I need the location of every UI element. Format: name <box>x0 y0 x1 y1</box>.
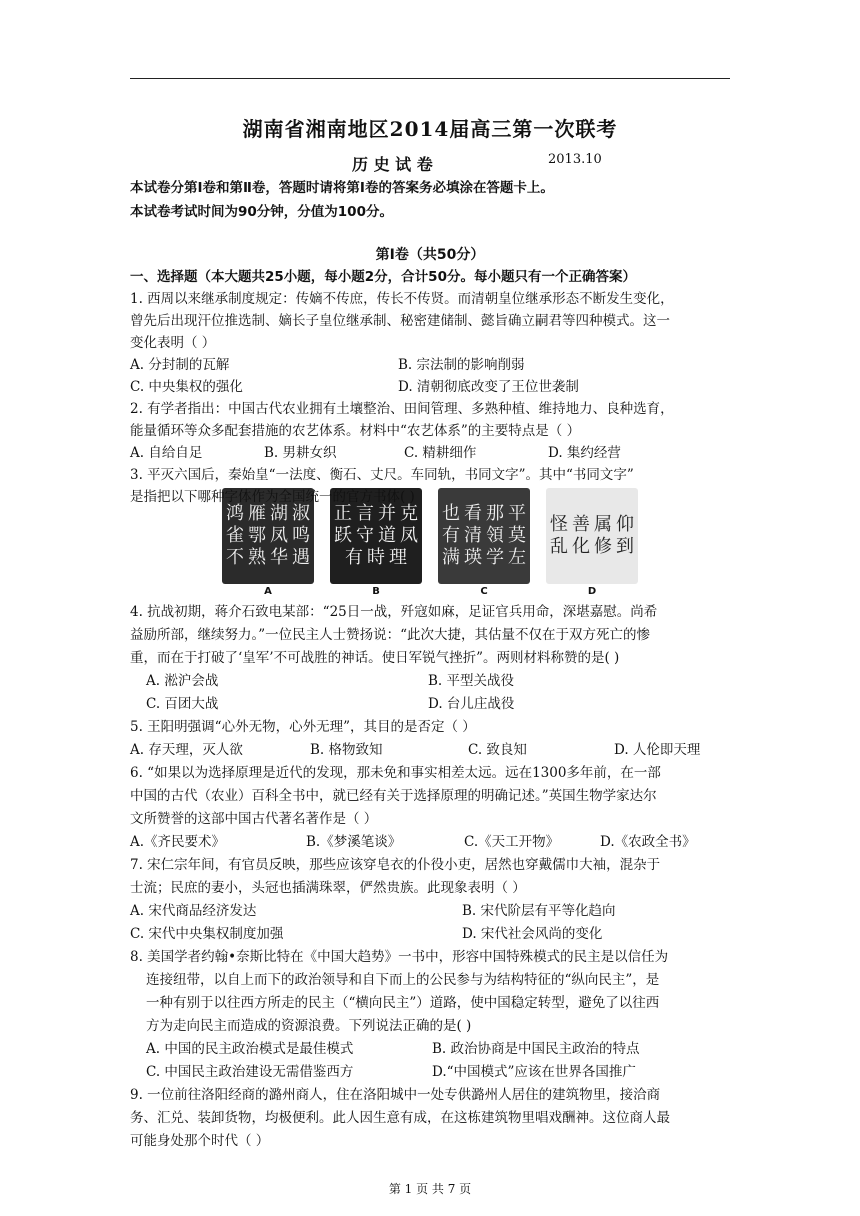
question-6-option-c: C.《天工开物》 <box>464 834 560 850</box>
calligraphy-char: 鸣 <box>292 525 310 546</box>
calligraphy-char: 湖 <box>270 503 288 524</box>
question-6-line: 6. “如果以为选择原理是近代的发现，那未免和事实相差太远。远在1300多年前，在一部 <box>130 765 661 781</box>
image-label-b: B <box>372 586 380 597</box>
calligraphy-char: 莫 <box>508 525 526 546</box>
calligraphy-char: 理 <box>389 547 407 568</box>
question-8-line: 一种有别于以往西方所走的民主（“横向民主”）道路，使中国稳定转型，避免了以往西 <box>146 995 660 1011</box>
calligraphy-char: 仰 <box>616 514 634 535</box>
question-1-option-d: D. 清朝彻底改变了王位世袭制 <box>398 379 579 395</box>
question-9-line: 务、汇兑、装卸货物，均极便利。此人因生意有成，在这栋建筑物里唱戏酬神。这位商人最 <box>130 1110 670 1126</box>
question-1-line: 1. 西周以来继承制度规定：传嫡不传庶，传长不传贤。而清朝皇位继承形态不断发生变化， <box>130 291 674 307</box>
question-6-option-d: D.《农政全书》 <box>600 834 696 850</box>
calligraphy-char: 满 <box>442 547 460 568</box>
question-4-option-d: D. 台儿庄战役 <box>428 696 515 712</box>
question-8-option-a: A. 中国的民主政治模式是最佳模式 <box>146 1041 354 1057</box>
question-7-line: 士流；民庶的妻小，头冠也插满珠翠，俨然贵族。此现象表明（ ） <box>130 880 526 896</box>
calligraphy-char: 左 <box>508 547 526 568</box>
question-2-option-b: B. 男耕女织 <box>264 445 337 461</box>
question-1-option-c: C. 中央集权的强化 <box>130 379 243 395</box>
question-4-option-a: A. 淞沪会战 <box>146 673 219 689</box>
question-2-line: 2. 有学者指出：中国古代农业拥有土壤整治、田间管理、多熟种植、维持地力、良种选育， <box>130 401 674 417</box>
question-7-line: 7. 宋仁宗年间，有官员反映，那些应该穿皂衣的仆役小吏，居然也穿戴儒巾大袖，混杂于 <box>130 857 661 873</box>
page-footer: 第 1 页 共 7 页 <box>388 1182 472 1196</box>
calligraphy-char: 平 <box>508 503 526 524</box>
question-2-line: 能量循环等众多配套措施的农艺体系。材料中“农艺体系”的主要特点是（ ） <box>130 423 581 439</box>
question-7-option-c: C. 宋代中央集权制度加强 <box>130 926 284 942</box>
question-6-line: 中国的古代（农业）百科全书中，就已经有关于选择原理的明确记述。”英国生物学家达尔 <box>130 788 657 804</box>
question-6-line: 文所赞誉的这部中国古代著名著作是（ ） <box>130 811 378 827</box>
notice-line-2: 本试卷考试时间为90分钟，分值为100分。 <box>130 204 393 220</box>
calligraphy-char: 遇 <box>292 547 310 568</box>
calligraphy-chars-d <box>546 488 638 584</box>
question-4-option-b: B. 平型关战役 <box>428 673 515 689</box>
calligraphy-char: 時 <box>367 547 385 568</box>
question-2-option-d: D. 集约经营 <box>548 445 621 461</box>
question-2-option-c: C. 精耕细作 <box>404 445 477 461</box>
calligraphy-char: 也 <box>442 503 460 524</box>
exam-title: 湖南省湘南地区2014届高三第一次联考 <box>242 117 618 141</box>
calligraphy-image-c <box>438 488 530 584</box>
calligraphy-image-d <box>546 488 638 584</box>
calligraphy-char: 有 <box>442 525 460 546</box>
question-7-option-a: A. 宋代商品经济发达 <box>130 903 257 919</box>
calligraphy-char: 凤 <box>270 525 288 546</box>
question-4-line: 重，而在于打破了‘皇军’不可战胜的神话。使日军锐气挫折”。两则材料称赞的是( ) <box>130 650 620 666</box>
question-1-line: 曾先后出现汗位推选制、嫡长子皇位继承制、秘密建储制、懿旨确立嗣君等四种模式。这一 <box>130 313 670 329</box>
calligraphy-char: 到 <box>616 536 634 557</box>
question-1-line: 变化表明（ ） <box>130 335 216 351</box>
question-8-option-c: C. 中国民主政治建设无需借鉴西方 <box>146 1064 354 1080</box>
question-5-option-a: A. 存天理，灭人欲 <box>130 742 243 758</box>
question-5-option-d: D. 人伦即天理 <box>614 742 701 758</box>
calligraphy-char: 属 <box>594 514 612 535</box>
question-8-line: 方为走向民主而造成的资源浪费。下列说法正确的是( ) <box>146 1018 472 1034</box>
question-6-option-a: A.《齐民要术》 <box>130 834 226 850</box>
question-3-line: 是指把以下哪种字体作为全国统一的官方书体( ) <box>130 489 415 505</box>
calligraphy-char: 并 <box>378 503 396 524</box>
calligraphy-char: 鄂 <box>248 525 266 546</box>
calligraphy-char: 华 <box>270 547 288 568</box>
part-title: 第Ⅰ卷（共50分） <box>375 247 485 263</box>
question-8-line: 8. 美国学者约翰•奈斯比特在《中国大趋势》一书中，形容中国特殊模式的民主是以信任为 <box>130 949 669 965</box>
calligraphy-char: 道 <box>378 525 396 546</box>
question-3-line: 3. 平灭六国后，秦始皇“一法度、衡石、丈尺。车同轨，书同文字”。其中“书同文字” <box>130 467 634 483</box>
calligraphy-char: 淑 <box>292 503 310 524</box>
question-8-option-b: B. 政治协商是中国民主政治的特点 <box>432 1041 640 1057</box>
calligraphy-char: 那 <box>486 503 504 524</box>
question-9-line: 9. 一位前往洛阳经商的潞州商人，住在洛阳城中一处专供潞州人居住的建筑物里，接洽商 <box>130 1087 661 1103</box>
question-5-option-c: C. 致良知 <box>468 742 527 758</box>
question-6-option-b: B.《梦溪笔谈》 <box>306 834 402 850</box>
calligraphy-chars-c <box>438 488 530 584</box>
question-4-line: 4. 抗战初期，蒋介石致电某部：“25日一战，歼寇如麻，足证官兵用命，深堪嘉慰。尚希 <box>130 604 658 620</box>
calligraphy-char: 熟 <box>248 547 266 568</box>
calligraphy-char: 乱 <box>550 536 568 557</box>
question-4-line: 益励所部，继续努力。”一位民主人士赞扬说：“此次大捷，其估量不仅在于双方死亡的惨 <box>130 627 651 643</box>
calligraphy-char: 修 <box>594 536 612 557</box>
question-4-option-c: C. 百团大战 <box>146 696 219 712</box>
exam-date: 2013.10 <box>548 152 602 167</box>
calligraphy-char: 跃 <box>334 525 352 546</box>
calligraphy-char: 清 <box>464 525 482 546</box>
question-9-line: 可能身处那个时代（ ） <box>130 1133 270 1149</box>
question-7-option-d: D. 宋代社会风尚的变化 <box>462 926 603 942</box>
calligraphy-char: 言 <box>356 503 374 524</box>
top-rule <box>130 78 730 79</box>
image-label-a: A <box>264 586 272 597</box>
calligraphy-char: 怪 <box>550 514 568 535</box>
calligraphy-char: 雁 <box>248 503 266 524</box>
calligraphy-char: 守 <box>356 525 374 546</box>
notice-line-1: 本试卷分第Ⅰ卷和第Ⅱ卷，答题时请将第Ⅰ卷的答案务必填涂在答题卡上。 <box>130 180 554 196</box>
calligraphy-char: 雀 <box>226 525 244 546</box>
calligraphy-char: 瑛 <box>464 547 482 568</box>
calligraphy-char: 凤 <box>400 525 418 546</box>
question-2-option-a: A. 自给自足 <box>130 445 203 461</box>
question-1-option-b: B. 宗法制的影响削弱 <box>398 357 525 373</box>
calligraphy-char: 鸿 <box>226 503 244 524</box>
image-label-c: C <box>480 586 488 597</box>
exam-subtitle: 历 史 试 卷 <box>352 155 433 174</box>
image-label-d: D <box>587 586 597 597</box>
calligraphy-char: 化 <box>572 536 590 557</box>
question-1-option-a: A. 分封制的瓦解 <box>130 357 230 373</box>
question-8-option-d: D.“中国模式”应该在世界各国推广 <box>432 1064 636 1080</box>
calligraphy-char: 不 <box>226 547 244 568</box>
calligraphy-char: 学 <box>486 547 504 568</box>
calligraphy-char: 有 <box>345 547 363 568</box>
calligraphy-char: 克 <box>400 503 418 524</box>
calligraphy-char: 善 <box>572 514 590 535</box>
question-5-line: 5. 王阳明强调“心外无物，心外无理”，其目的是否定（ ） <box>130 719 476 735</box>
calligraphy-char: 領 <box>486 525 504 546</box>
calligraphy-char: 正 <box>334 503 352 524</box>
calligraphy-char: 看 <box>464 503 482 524</box>
question-7-option-b: B. 宋代阶层有平等化趋向 <box>462 903 616 919</box>
question-8-line: 连接纽带，以自上而下的政治领导和自下而上的公民参与为结构特征的“纵向民主”，是 <box>146 972 660 988</box>
section-heading: 一、选择题（本大题共25小题，每小题2分，合计50分。每小题只有一个正确答案） <box>130 269 636 285</box>
question-5-option-b: B. 格物致知 <box>310 742 383 758</box>
